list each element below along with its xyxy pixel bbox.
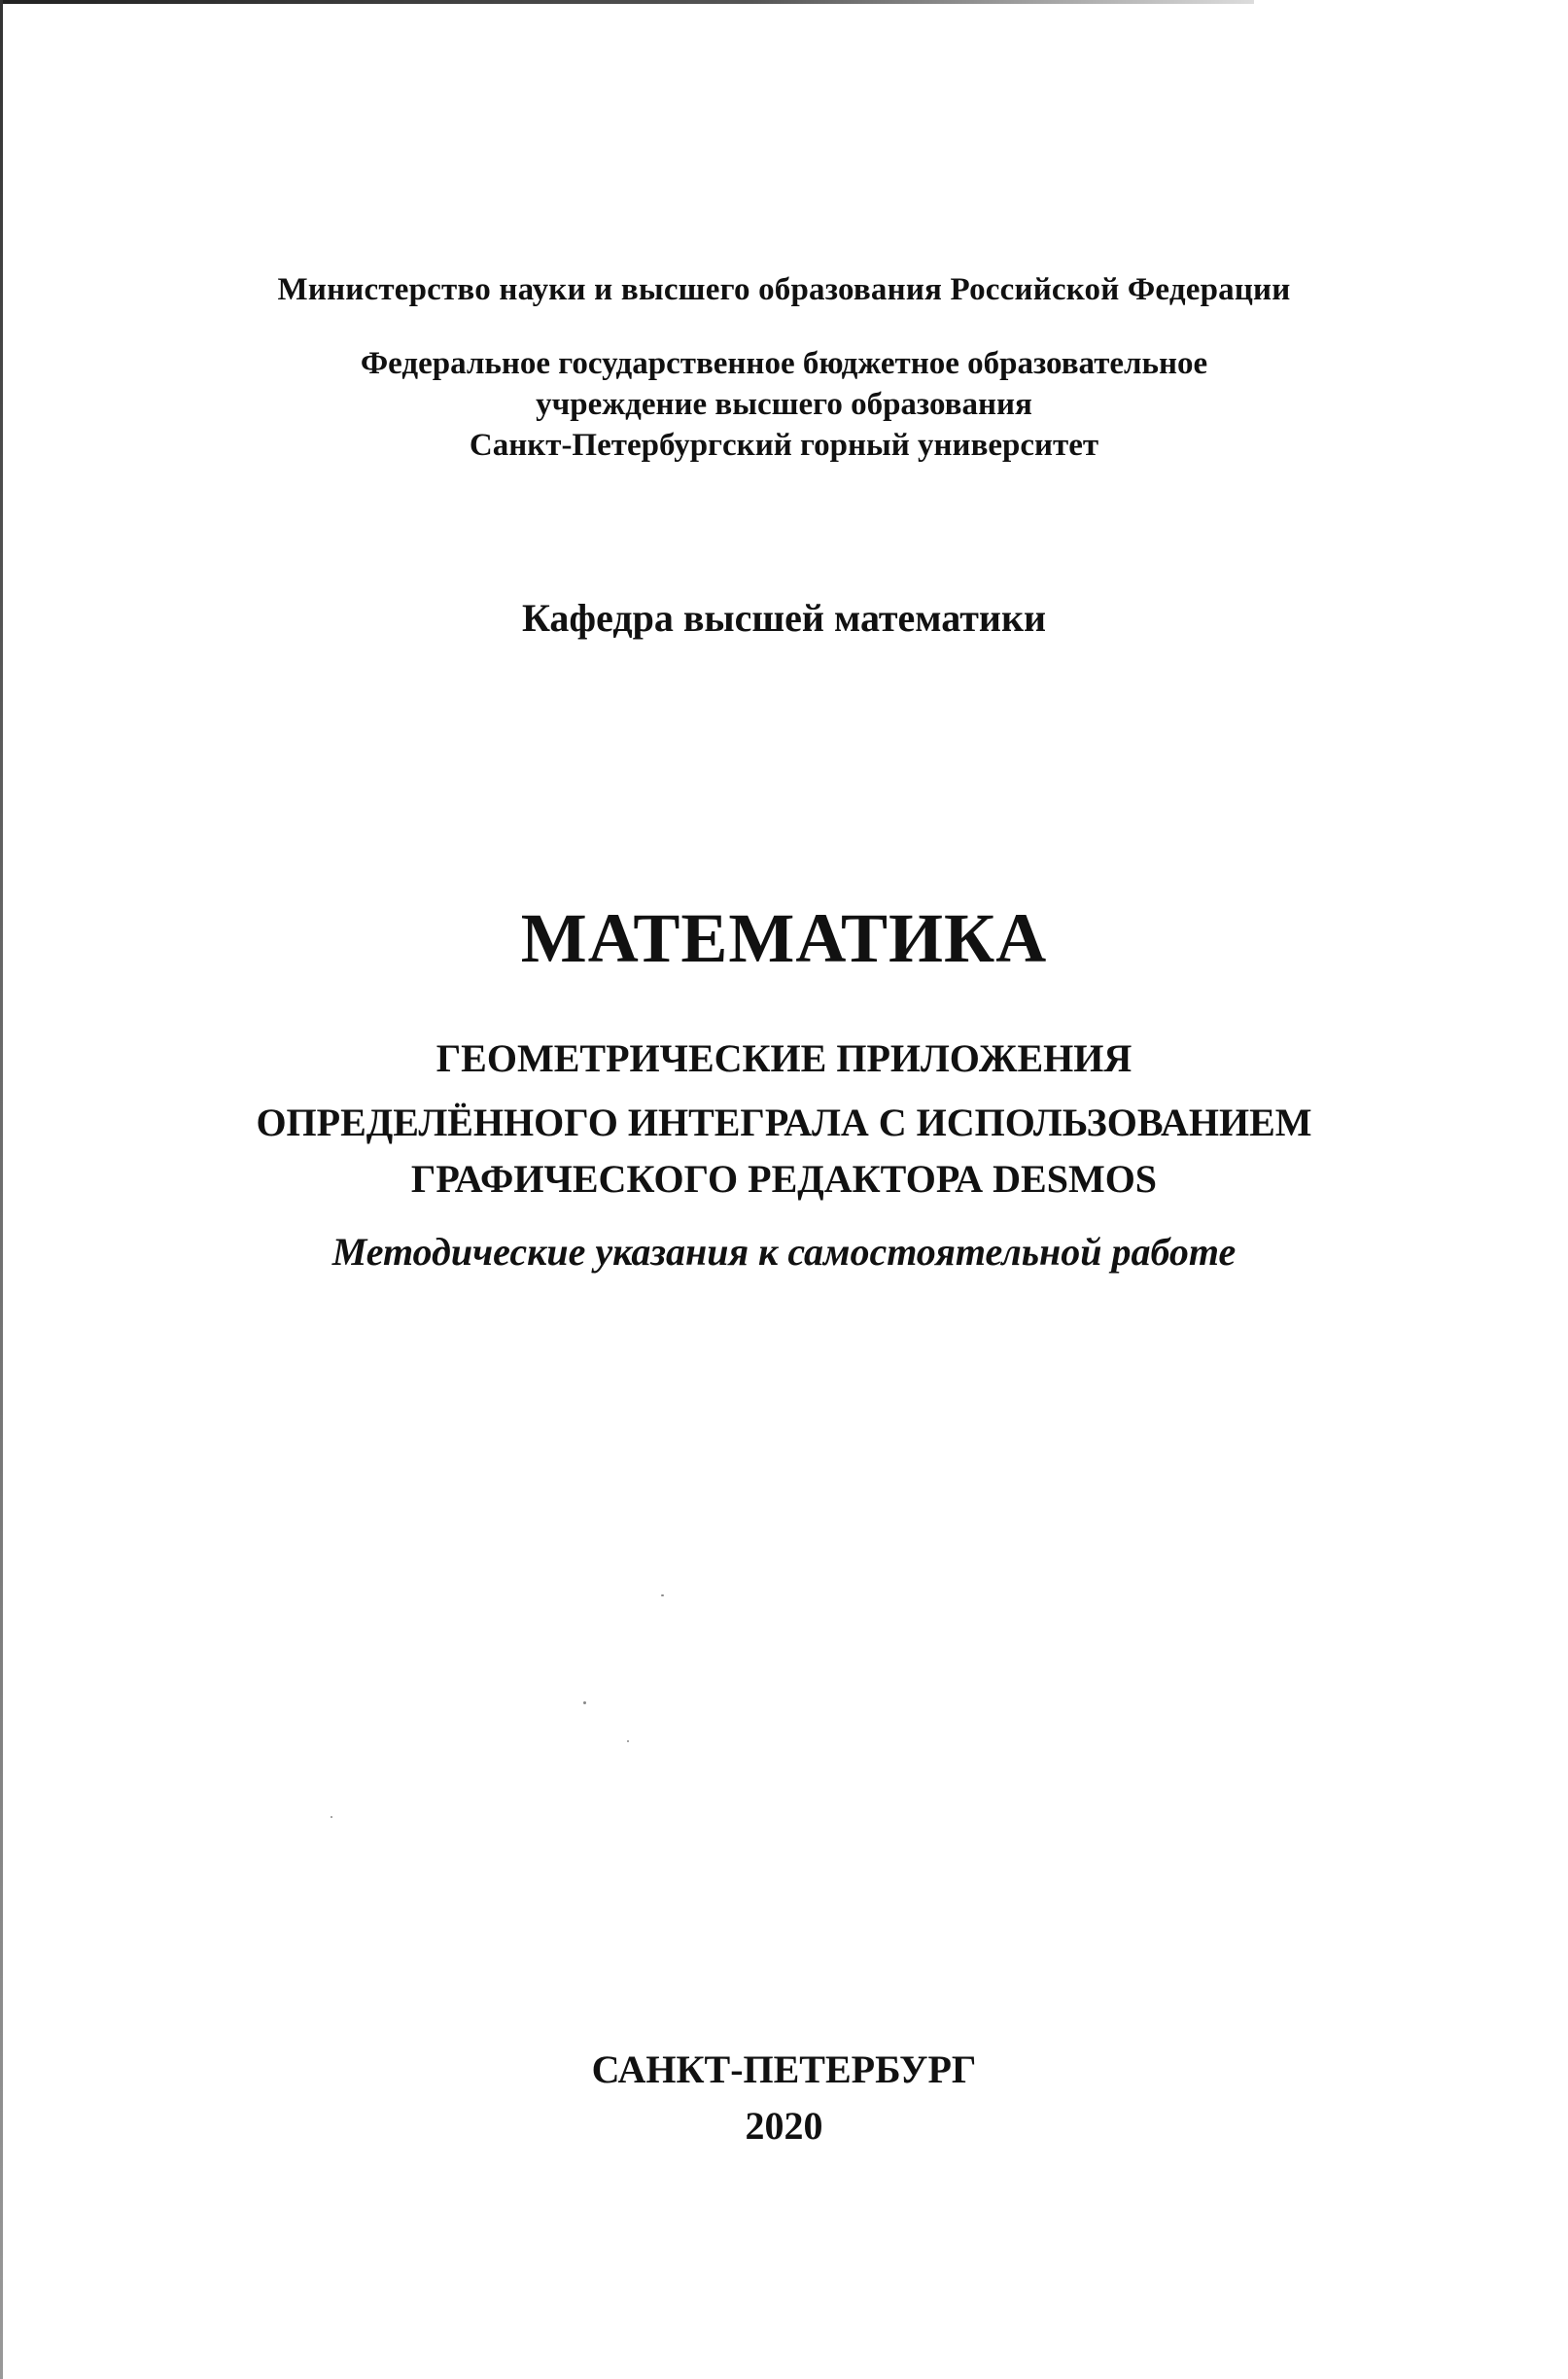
subtitle-line-2: ОПРЕДЕЛЁННОГО ИНТЕГРАЛА С ИСПОЛЬЗОВАНИЕМ (256, 1101, 1312, 1144)
scan-speck (661, 1594, 664, 1596)
scan-edge-top (0, 0, 1254, 4)
publication-city: САНКТ-ПЕТЕРБУРГ (591, 2047, 977, 2091)
document-title: МАТЕМАТИКА (520, 899, 1048, 977)
scan-speck (331, 1816, 332, 1818)
publication-year: 2020 (745, 2104, 823, 2148)
institution-line-3: Санкт-Петербургский горный университет (469, 428, 1099, 463)
institution-line-1: Федеральное государственное бюджетное образовательное (360, 346, 1208, 381)
department-name: Кафедра высшей математики (521, 596, 1047, 640)
institution-line-2: учреждение высшего образования (536, 387, 1032, 422)
scan-speck (627, 1740, 629, 1742)
document-kind: Методические указания к самостоятельной работе (331, 1230, 1237, 1274)
subtitle-line-3: ГРАФИЧЕСКОГО РЕДАКТОРА DESMOS (410, 1157, 1158, 1201)
subtitle-line-1: ГЕОМЕТРИЧЕСКИЕ ПРИЛОЖЕНИЯ (436, 1036, 1132, 1080)
scan-speck (583, 1701, 586, 1704)
ministry-name: Министерство науки и высшего образования Российской Федерации (277, 272, 1291, 307)
